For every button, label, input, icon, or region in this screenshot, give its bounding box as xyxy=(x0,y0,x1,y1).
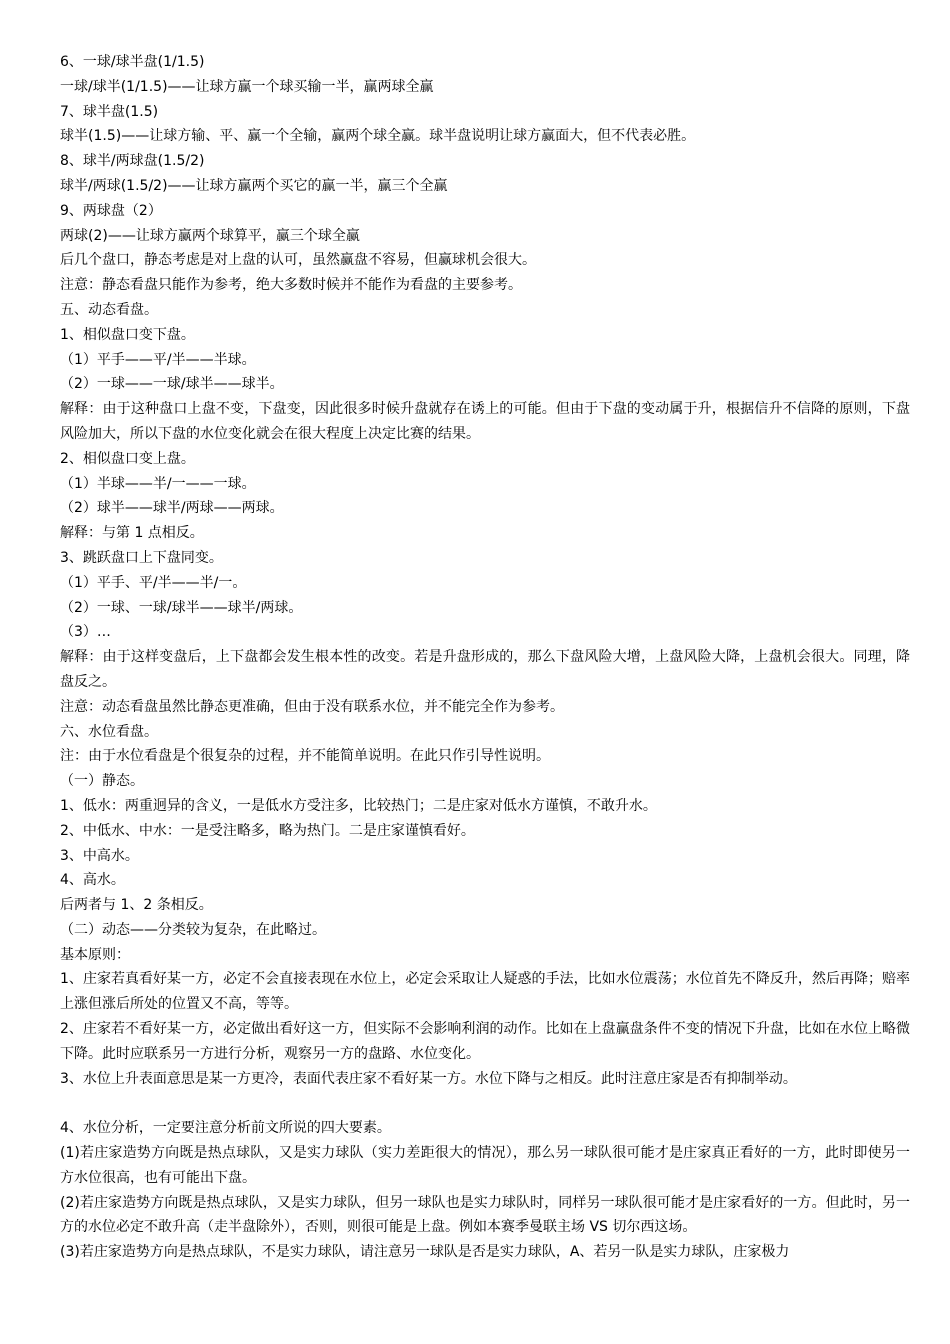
subheading: 1、相似盘口变下盘。 xyxy=(60,326,195,343)
analysis-paragraph: (3)若庄家造势方向是热点球队，不是实力球队，请注意另一球队是否是实力球队，A、若另一队是实力球队，庄家极力 xyxy=(60,1244,790,1261)
heading-item-6: 6、一球/球半盘(1/1.5) xyxy=(60,54,205,70)
section-heading-6: 六、水位看盘。 xyxy=(60,723,158,740)
subheading: 基本原则： xyxy=(60,946,130,963)
principle-paragraph: 1、庄家若真看好某一方，必定不会直接表现在水位上，必定会采取让人疑惑的手法，比如水位震荡；水位首先不降反升，然后再降；赔率上涨但涨后所处的位置又不高，等等。 xyxy=(60,971,910,1013)
analysis-paragraph: (1)若庄家造势方向既是热点球队，又是实力球队（实力差距很大的情况），那么另一球队很可能才是庄家真正看好的一方，此时即使另一方水位很高，也有可能出下盘。 xyxy=(60,1145,910,1186)
paragraph: 两球(2)——让球方赢两个球算平，赢三个球全赢 xyxy=(60,227,360,244)
explanation-paragraph: 解释：由于这种盘口上盘不变，下盘变，因此很多时候升盘就存在诱上的可能。但由于下盘的变动属于升，根据信升不信降的原则，下盘风险加大，所以下盘的水位变化就会在很大程度上决定比赛的结果。 xyxy=(60,401,910,442)
list-item: （1）平手——平/半——半球。 xyxy=(60,351,256,368)
list-item: 2、中低水、中水：一是受注略多，略为热门。二是庄家谨慎看好。 xyxy=(60,822,475,839)
paragraph: 球半(1.5)——让球方输、平、赢一个全输，赢两个球全赢。球半盘说明让球方赢面大，但不代表必胜。 xyxy=(60,128,696,145)
explanation-paragraph: 解释：与第 1 点相反。 xyxy=(60,525,204,542)
principle-paragraph: 3、水位上升表面意思是某一方更冷，表面代表庄家不看好某一方。水位下降与之相反。此时注意庄家是否有抑制举动。 xyxy=(60,1070,797,1087)
paragraph: 后几个盘口，静态考虑是对上盘的认可，虽然赢盘不容易，但赢球机会很大。 xyxy=(60,252,536,269)
list-item: 1、低水：两重迥异的含义，一是低水方受注多，比较热门；二是庄家对低水方谨慎，不敢升水。 xyxy=(60,797,657,814)
heading-item-9: 9、两球盘（2） xyxy=(60,202,162,219)
list-item: 4、高水。 xyxy=(60,872,125,889)
note-paragraph: 注意：动态看盘虽然比静态更准确，但由于没有联系水位，并不能完全作为参考。 xyxy=(60,698,564,715)
blank-line xyxy=(60,1091,910,1116)
note-paragraph: 注：由于水位看盘是个很复杂的过程，并不能简单说明。在此只作引导性说明。 xyxy=(60,748,550,765)
list-item: （3）… xyxy=(60,624,111,641)
paragraph: 球半/两球(1.5/2)——让球方赢两个买它的赢一半，赢三个全赢 xyxy=(60,177,448,194)
list-item: （1）平手、平/半——半/一。 xyxy=(60,574,247,591)
subheading: （二）动态——分类较为复杂，在此略过。 xyxy=(60,921,326,938)
subheading: 3、跳跃盘口上下盘同变。 xyxy=(60,549,223,566)
list-item: （2）一球——一球/球半——球半。 xyxy=(60,376,284,393)
paragraph: 一球/球半(1/1.5)——让球方赢一个球买输一半，赢两球全赢 xyxy=(60,78,434,95)
list-item: （1）半球——半/一——一球。 xyxy=(60,475,256,492)
heading-item-8: 8、球半/两球盘(1.5/2) xyxy=(60,153,205,170)
subheading: （一）静态。 xyxy=(60,773,144,790)
analysis-paragraph: (2)若庄家造势方向既是热点球队，又是实力球队，但另一球队也是实力球队时，同样另一球队很可能才是庄家看好的一方。但此时，另一方的水位必定不敢升高（走半盘除外），否则，则很可能是上盘。例如本赛季曼联主场 VS 切尔西这场。 xyxy=(60,1194,910,1236)
subheading: 2、相似盘口变上盘。 xyxy=(60,450,195,467)
paragraph: 后两者与 1、2 条相反。 xyxy=(60,897,213,914)
subheading: 4、水位分析，一定要注意分析前文所说的四大要素。 xyxy=(60,1120,391,1137)
principle-paragraph: 2、庄家若不看好某一方，必定做出看好这一方，但实际不会影响利润的动作。比如在上盘赢盘条件不变的情况下升盘，比如在水位上略微下降。此时应联系另一方进行分析，观察另一方的盘路、水位变化。 xyxy=(60,1021,910,1062)
heading-item-7: 7、球半盘(1.5) xyxy=(60,103,159,120)
explanation-paragraph: 解释：由于这样变盘后，上下盘都会发生根本性的改变。若是升盘形成的，那么下盘风险大增，上盘风险大降，上盘机会很大。同理，降盘反之。 xyxy=(60,649,910,690)
list-item: （2）球半——球半/两球——两球。 xyxy=(60,500,284,517)
document-page xyxy=(60,50,910,1265)
section-heading-5: 五、动态看盘。 xyxy=(60,301,158,318)
list-item: 3、中高水。 xyxy=(60,847,139,864)
list-item: （2）一球、一球/球半——球半/两球。 xyxy=(60,599,303,616)
note-paragraph: 注意：静态看盘只能作为参考，绝大多数时候并不能作为看盘的主要参考。 xyxy=(60,277,522,294)
